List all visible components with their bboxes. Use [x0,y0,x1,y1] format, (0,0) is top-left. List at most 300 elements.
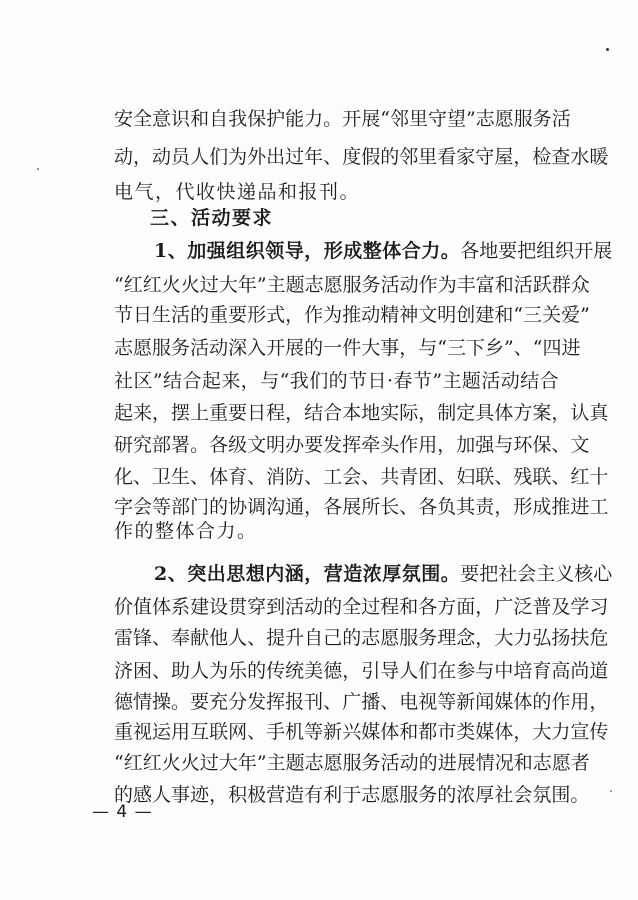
glyph: 的 [114,784,134,806]
glyph: 实 [380,402,400,424]
glyph: 学 [570,596,590,618]
line-text [114,783,590,807]
glyph: 。 [570,784,590,806]
glyph: 广 [494,596,514,618]
glyph: 互 [190,721,210,743]
glyph: 本 [342,402,362,424]
glyph: 统 [285,660,305,682]
item1-first-line [154,239,613,263]
glyph: 案 [532,402,552,424]
item1-first-line-rest: 各地要把组织开展 [460,240,613,262]
glyph: 署 [171,434,191,456]
glyph: 调 [247,496,267,518]
glyph: 和 [494,274,514,296]
glyph: 新 [323,721,343,743]
glyph: 和 [513,752,533,774]
glyph: 人 [228,627,248,649]
glyph: 红 [142,752,162,774]
glyph: 贯 [228,596,248,618]
page-number: — 4 — [92,802,153,822]
glyph: 乡 [485,337,505,359]
glyph: 、 [304,466,324,488]
glyph: 要 [190,691,210,713]
glyph: 动 [152,146,172,168]
line-text [114,336,581,360]
glyph: 和 [399,721,419,743]
glyph: 展 [342,496,362,518]
glyph: 服 [342,274,362,296]
glyph: 入 [247,337,267,359]
glyph: 年 [304,146,324,168]
glyph: 媒 [361,721,381,743]
glyph: 道 [589,660,609,682]
glyph: 具 [475,402,495,424]
line-text [114,659,609,683]
glyph: 过 [199,752,219,774]
glyph: 红 [142,274,162,296]
glyph: 志 [304,274,324,296]
glyph: 、 [152,660,172,682]
glyph: 识 [171,108,191,130]
glyph: 浓 [456,784,476,806]
glyph: 为 [437,274,457,296]
glyph: 开 [342,108,362,130]
glyph: ， [494,496,514,518]
glyph: 各 [418,596,438,618]
glyph: 作 [418,274,438,296]
glyph: 的 [380,146,400,168]
glyph: 锋 [133,627,153,649]
text-line [114,107,571,131]
glyph: 日 [247,402,267,424]
glyph: 用 [570,691,590,713]
item2-first-line [154,562,613,586]
glyph: 强 [475,434,495,456]
glyph: 暖 [589,146,609,168]
glyph: 精 [380,304,400,326]
glyph: 群 [551,274,571,296]
glyph: 动 [209,337,229,359]
glyph: 大 [218,752,238,774]
glyph: 普 [532,596,552,618]
glyph: 、 [380,691,400,713]
glyph: 办 [285,434,305,456]
glyph: 责 [475,496,495,518]
glyph: 会 [133,496,153,518]
glyph: 各 [209,434,229,456]
glyph: 和 [494,304,514,326]
glyph: 爱 [561,304,581,326]
glyph: 氛 [532,784,552,806]
line-text [114,751,590,775]
glyph: 残 [513,466,533,488]
glyph: 丰 [456,274,476,296]
glyph: 全 [342,596,362,618]
glyph: 字 [114,496,134,518]
glyph: 建 [475,304,495,326]
glyph: ” [432,370,443,392]
glyph: 负 [437,496,457,518]
glyph: ， [418,402,438,424]
glyph: 认 [570,402,590,424]
glyph: 务 [361,752,381,774]
glyph: 起 [114,402,134,424]
glyph: 服 [342,752,362,774]
glyph: 人 [152,784,172,806]
glyph: 制 [437,402,457,424]
glyph: 与 [475,660,495,682]
glyph: 建 [190,596,210,618]
glyph: ， [285,402,305,424]
glyph: 所 [361,496,381,518]
line-text [114,433,590,457]
glyph: 的 [437,784,457,806]
glyph: 生 [171,466,191,488]
text-line [114,369,559,393]
glyph: 弘 [532,627,552,649]
line-text [114,303,590,327]
glyph: ， [437,434,457,456]
glyph: 尚 [570,660,590,682]
glyph: 雷 [114,627,134,649]
glyph: 迹 [190,784,210,806]
glyph: 安 [114,108,134,130]
glyph: 视 [418,691,438,713]
glyph: 愿 [323,752,343,774]
glyph: 用 [418,434,438,456]
glyph: 的 [418,752,438,774]
glyph: 题 [461,370,481,392]
glyph: 高 [551,660,571,682]
glyph: 查 [551,146,571,168]
glyph: 出 [266,146,286,168]
glyph: 门 [190,496,210,518]
glyph: 过 [199,274,219,296]
glyph: 报 [285,691,305,713]
glyph: 体 [152,596,172,618]
glyph: 泛 [513,596,533,618]
glyph: 大 [494,627,514,649]
glyph: 成 [532,496,552,518]
glyph: 务 [418,627,438,649]
glyph: 形 [247,304,267,326]
glyph: “ [114,274,124,296]
glyph: 明 [437,304,457,326]
glyph: 、 [247,627,267,649]
glyph: 挥 [266,691,286,713]
glyph: 活 [380,752,400,774]
glyph: 重 [209,402,229,424]
glyph: ， [513,146,533,168]
glyph: 宣 [570,721,590,743]
glyph: 红 [123,752,143,774]
glyph: ， [475,596,495,618]
glyph: 培 [513,660,533,682]
glyph: 文 [570,434,590,456]
text-line [114,720,609,744]
glyph: 日 [133,304,153,326]
glyph: 员 [171,146,191,168]
line-text [114,369,559,393]
glyph: 志 [475,108,495,130]
glyph: 活 [285,596,305,618]
glyph: 作 [399,434,419,456]
glyph: 的 [532,691,552,713]
glyph: 发 [323,434,343,456]
glyph: 守 [427,108,447,130]
glyph: 者 [570,752,590,774]
text-line [114,519,559,543]
glyph: 扶 [570,627,590,649]
glyph: 各 [323,496,343,518]
glyph: 用 [171,721,191,743]
glyph: 联 [532,466,552,488]
glyph: 情 [133,691,153,713]
glyph: 年 [237,752,257,774]
glyph: ” [580,304,590,326]
glyph: 主 [266,752,286,774]
glyph: 服 [399,627,419,649]
glyph: 人 [190,146,210,168]
glyph: 明 [266,434,286,456]
glyph: 、 [323,146,343,168]
glyph: 神 [399,304,419,326]
glyph: 力 [551,721,571,743]
text-line [114,180,559,204]
glyph: 造 [285,784,305,806]
glyph: 、 [133,466,153,488]
glyph: 德 [114,691,134,713]
glyph: 志 [361,784,381,806]
glyph: 体 [380,721,400,743]
glyph: 服 [513,108,533,130]
glyph: “ [437,337,447,359]
glyph: 危 [589,627,609,649]
glyph: 、 [361,466,381,488]
glyph: 服 [152,337,172,359]
glyph: 大 [532,721,552,743]
text-line [114,465,609,489]
glyph: 际 [399,402,419,424]
glyph: 体 [494,402,514,424]
glyph: 我 [289,370,309,392]
glyph: 红 [570,466,590,488]
glyph: 摆 [171,402,191,424]
glyph: 引 [361,660,381,682]
glyph: 防 [285,466,305,488]
glyph: 体 [494,721,514,743]
glyph: 有 [304,784,324,806]
glyph: 工 [589,496,609,518]
glyph: 团 [418,466,438,488]
glyph: 与 [494,434,514,456]
glyph: 结 [520,370,540,392]
glyph: 体 [513,691,533,713]
glyph: 动 [399,752,419,774]
glyph: 刊 [304,691,324,713]
glyph: 动 [304,596,324,618]
glyph: 动 [399,274,419,296]
glyph: 文 [418,304,438,326]
section-heading-text: 三、活动要求 [150,207,274,229]
glyph: 习 [589,596,609,618]
glyph: 、 [152,627,172,649]
glyph: 自 [209,108,229,130]
item2-first-line-rest: 要把社会主义核心 [460,563,613,585]
glyph: 邻 [399,146,419,168]
glyph: 会 [342,466,362,488]
glyph: 化 [114,466,134,488]
text-line [114,659,609,683]
glyph: 结 [304,402,324,424]
glyph: 设 [209,596,229,618]
glyph: 在 [437,660,457,682]
glyph: 导 [380,660,400,682]
glyph: 穿 [247,596,267,618]
glyph: 年 [237,274,257,296]
scan-speck [606,48,609,51]
glyph: 人 [399,660,419,682]
glyph: 部 [171,496,191,518]
text-line [114,783,590,807]
glyph: 来 [221,370,241,392]
glyph: 视 [133,721,153,743]
glyph: 重 [209,304,229,326]
glyph: 都 [418,721,438,743]
line-text [114,690,609,714]
glyph: 作 [304,304,324,326]
glyph: 火 [161,752,181,774]
glyph: 能 [285,108,305,130]
glyph: 头 [380,434,400,456]
glyph: 里 [408,108,428,130]
glyph: 展 [361,108,381,130]
glyph: 服 [399,784,419,806]
glyph: 和 [190,108,210,130]
glyph: 文 [247,434,267,456]
glyph: 题 [285,752,305,774]
glyph: 、 [190,466,210,488]
glyph: 进 [570,496,590,518]
glyph: 会 [513,784,533,806]
glyph: 方 [437,596,457,618]
glyph: 各 [418,496,438,518]
glyph: 程 [266,402,286,424]
glyph: 手 [266,721,286,743]
glyph: 火 [180,274,200,296]
text-line [114,433,590,457]
glyph: ， [209,784,229,806]
glyph: 合 [182,370,202,392]
glyph: 沟 [266,496,286,518]
glyph: 过 [285,146,305,168]
glyph: 活 [380,274,400,296]
glyph: 关 [542,304,562,326]
glyph: 邻 [389,108,409,130]
glyph: 全 [133,108,153,130]
glyph: 主 [442,370,462,392]
glyph: 深 [228,337,248,359]
glyph: 屋 [494,146,514,168]
glyph: 和 [399,596,419,618]
glyph: ， [152,402,172,424]
glyph: 重 [114,721,134,743]
glyph: 保 [532,434,552,456]
glyph: “ [513,304,524,326]
glyph: 下 [466,337,486,359]
glyph: 发 [247,691,267,713]
glyph: 志 [361,627,381,649]
glyph: 愿 [323,274,343,296]
glyph: 件 [342,337,362,359]
glyph: 动 [114,146,134,168]
glyph: 节 [114,304,134,326]
glyph: 假 [361,146,381,168]
glyph: 与 [260,370,280,392]
glyph: 、 [399,496,419,518]
glyph: 充 [209,691,229,713]
glyph: 进 [561,337,581,359]
text-line [114,336,581,360]
glyph: 值 [133,596,153,618]
glyph: 操 [152,691,172,713]
glyph: 厚 [475,784,495,806]
glyph: 地 [361,402,381,424]
glyph: 生 [152,304,172,326]
glyph: 们 [418,660,438,682]
glyph: 志 [304,752,324,774]
text-line [114,145,609,169]
glyph: 美 [304,660,324,682]
glyph: 市 [437,721,457,743]
glyph: 。 [171,691,191,713]
text-line [114,751,590,775]
glyph: 协 [228,496,248,518]
line-text [114,465,609,489]
glyph: 展 [456,752,476,774]
glyph: 传 [589,721,609,743]
text-line [114,690,609,714]
glyph: 中 [494,660,514,682]
line-text [114,107,571,131]
glyph: 他 [209,627,229,649]
glyph: ， [133,146,153,168]
glyph: 通 [285,496,305,518]
text-line [114,303,590,327]
glyph: 为 [323,304,343,326]
glyph: 水 [570,146,590,168]
glyph: 的 [328,370,348,392]
glyph: 与 [418,337,438,359]
glyph: ， [513,721,533,743]
glyph: 们 [209,146,229,168]
glyph: 部 [152,434,172,456]
glyph: 展 [285,337,305,359]
section-heading [150,206,273,230]
glyph: 、 [323,691,343,713]
glyph: 一 [323,337,343,359]
glyph: 活 [481,370,501,392]
glyph: 媒 [475,721,495,743]
glyph: 联 [475,466,495,488]
glyph: 兴 [342,721,362,743]
glyph: 四 [542,337,562,359]
glyph: ， [589,691,609,713]
glyph: 助 [171,660,191,682]
glyph: 己 [323,627,343,649]
line-text [114,273,590,297]
glyph: 长 [380,496,400,518]
